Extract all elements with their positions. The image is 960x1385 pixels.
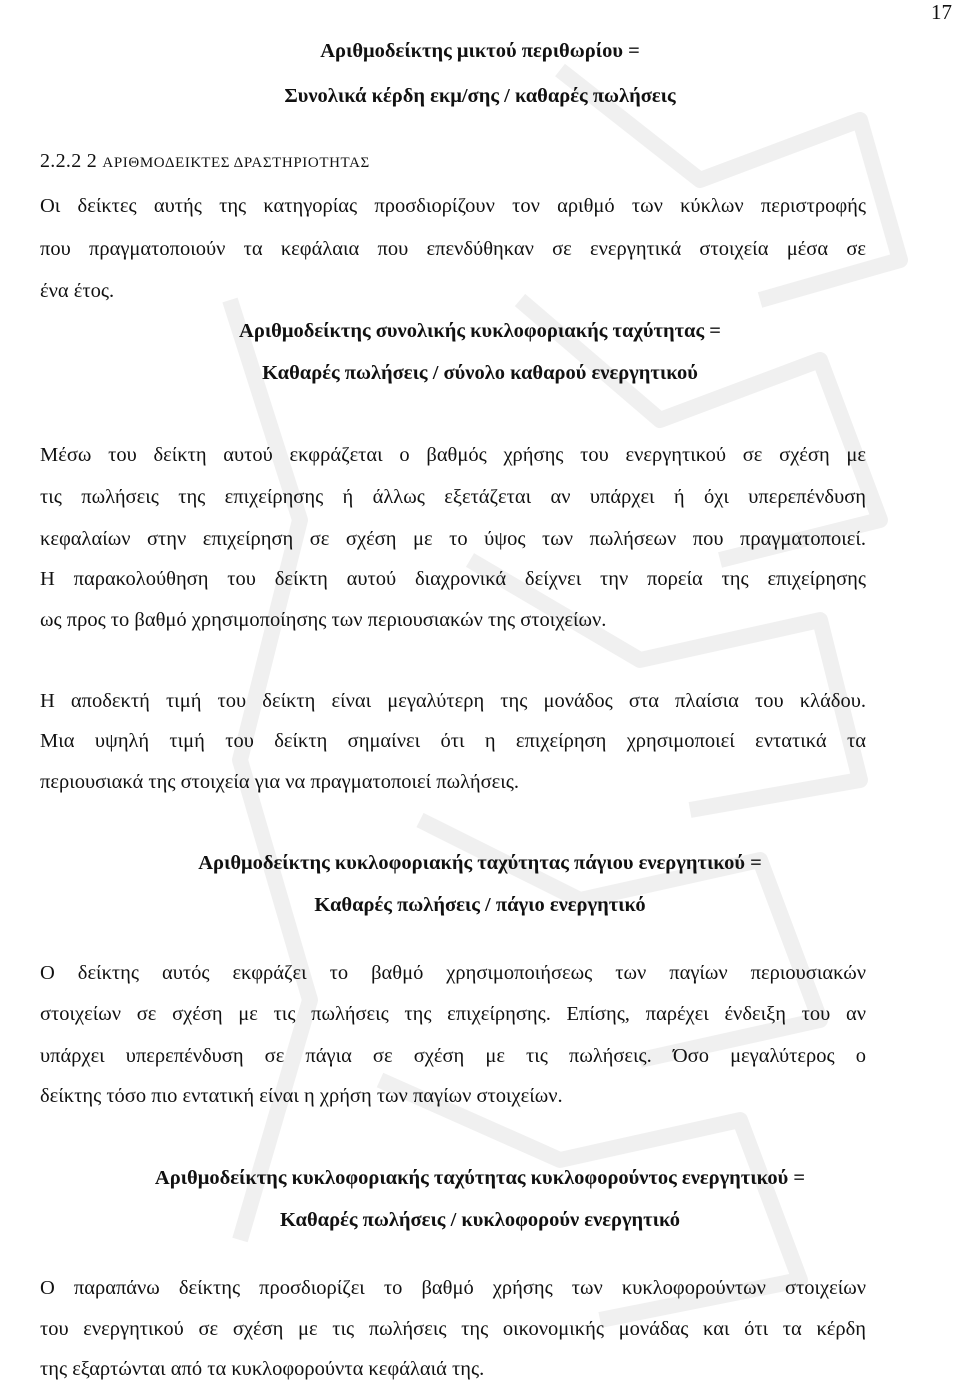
section-title: ΑΡΙΘΜΟΔΕΙΚΤΕΣ ΔΡΑΣΤΗΡΙΟΤΗΤΑΣ (102, 155, 370, 171)
paragraph-line: Ο παραπάνω δείκτης προσδιορίζει το βαθμό χρήσης των κυκλοφορούντων στοιχείων (40, 1277, 866, 1299)
paragraph-line: Μέσω του δείκτη αυτού εκφράζεται ο βαθμός χρήσης του ενεργητικού σε σχέση με (40, 444, 866, 466)
formula-fixed-asset-turnover-title: Αριθμοδείκτης κυκλοφοριακής ταχύτητας πάγιου ενεργητικού = (198, 852, 762, 874)
paragraph-line: ως προς το βαθμό χρησιμοποίησης των περιουσιακών της στοιχείων. (40, 609, 607, 631)
paragraph-line: Μια υψηλή τιμή του δείκτη σημαίνει ότι η επιχείρηση χρησιμοποιεί εντατικά τα (40, 730, 866, 752)
formula-gross-margin-title: Αριθμοδείκτης μικτού περιθωρίου = (320, 40, 640, 62)
formula-current-asset-turnover-expression: Καθαρές πωλήσεις / κυκλοφορούν ενεργητικό (279, 1209, 681, 1231)
paragraph-line: κεφαλαίων στην επιχείρηση σε σχέση με το ύψος των πωλήσεων που πραγματοποιεί. (40, 528, 866, 550)
paragraph-line: του ενεργητικού σε σχέση με τις πωλήσεις της οικονομικής μονάδας και ότι τα κέρδη (40, 1318, 866, 1340)
paragraph-line: τις πωλήσεις της επιχείρησης ή άλλως εξετάζεται αν υπάρχει ή όχι υπερεπένδυση (40, 486, 866, 508)
section-number: 2.2.2 2 (40, 150, 98, 172)
formula-total-turnover-expression: Καθαρές πωλήσεις / σύνολο καθαρού ενεργητικού (262, 362, 698, 384)
paragraph-line: Η παρακολούθηση του δείκτη αυτού διαχρονικά δείχνει την πορεία της επιχείρησης (40, 568, 866, 590)
paragraph-line: της εξαρτώνται από τα κυκλοφορούντα κεφάλαιά της. (40, 1358, 485, 1380)
formula-gross-margin-expression: Συνολικά κέρδη εκμ/σης / καθαρές πωλήσεις (284, 85, 676, 107)
paragraph-line: περιουσιακά της στοιχεία για να πραγματοποιεί πωλήσεις. (40, 771, 520, 793)
intro-line: Οι δείκτες αυτής της κατηγορίας προσδιορίζουν τον αριθμό των κύκλων περιστροφής (40, 195, 866, 217)
page-number: 17 (931, 0, 952, 24)
paragraph-line: Η αποδεκτή τιμή του δείκτη είναι μεγαλύτερη της μονάδος στα πλαίσια του κλάδου. (40, 690, 866, 712)
paragraph-line: δείκτης τόσο πιο εντατική είναι η χρήση των παγίων στοιχείων. (40, 1085, 563, 1107)
paragraph-line: Ο δείκτης αυτός εκφράζει το βαθμό χρησιμοποιήσεως των παγίων περιουσιακών (40, 962, 866, 984)
section-heading (40, 150, 370, 173)
intro-line: ένα έτος. (40, 280, 115, 302)
paragraph-line: υπάρχει υπερεπένδυση σε πάγια σε σχέση με τις πωλήσεις. Όσο μεγαλύτερος ο (40, 1045, 866, 1067)
formula-fixed-asset-turnover-expression: Καθαρές πωλήσεις / πάγιο ενεργητικό (314, 894, 646, 916)
formula-current-asset-turnover-title: Αριθμοδείκτης κυκλοφοριακής ταχύτητας κυκλοφορούντος ενεργητικού = (154, 1167, 806, 1189)
paragraph-line: στοιχείων σε σχέση με τις πωλήσεις της επιχείρησης. Επίσης, παρέχει ένδειξη του αν (40, 1003, 866, 1025)
formula-total-turnover-title: Αριθμοδείκτης συνολικής κυκλοφοριακής ταχύτητας = (239, 320, 721, 342)
intro-line: που πραγματοποιούν τα κεφάλαια που επενδύθηκαν σε ενεργητικά στοιχεία μέσα σε (40, 238, 866, 260)
